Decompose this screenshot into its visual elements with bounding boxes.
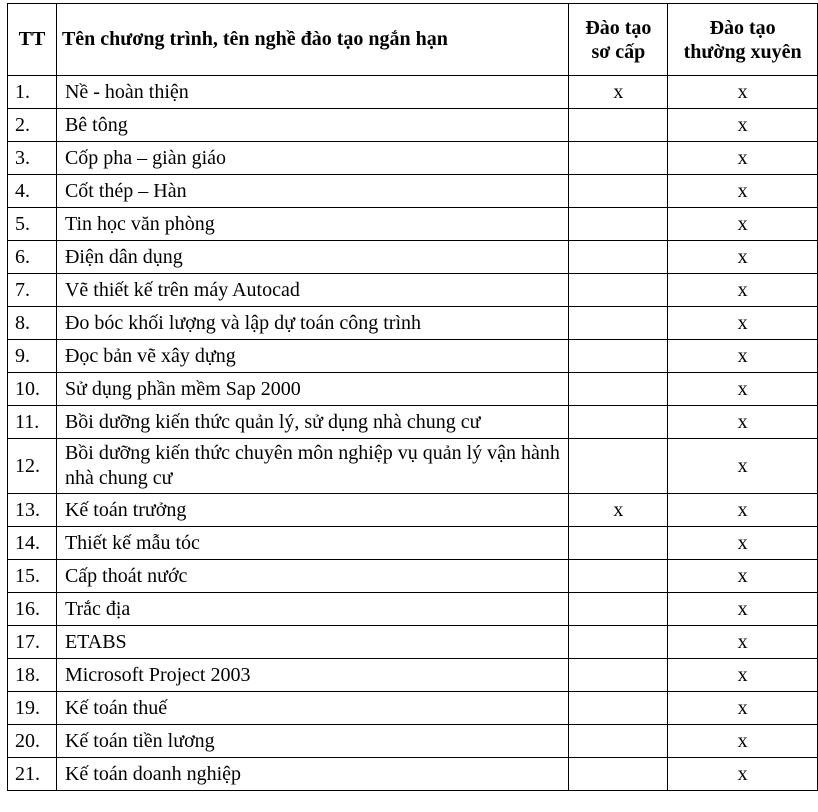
thuong-xuyen-mark: x [668, 494, 818, 527]
thuong-xuyen-mark: x [668, 208, 818, 241]
program-name: Cốp pha – giàn giáo [56, 142, 569, 175]
so-cap-mark [569, 560, 668, 593]
table-row [8, 307, 818, 340]
thuong-xuyen-mark: x [668, 274, 818, 307]
table-row [8, 439, 818, 494]
row-number: 15. [8, 560, 57, 593]
row-number: 9. [8, 340, 57, 373]
thuong-xuyen-mark: x [668, 406, 818, 439]
program-name: Cấp thoát nước [56, 560, 569, 593]
table-row [8, 626, 818, 659]
thuong-xuyen-mark: x [668, 758, 818, 791]
table-row [8, 659, 818, 692]
thuong-xuyen-mark: x [668, 340, 818, 373]
row-number: 12. [8, 439, 57, 494]
program-name: Kế toán thuế [56, 692, 569, 725]
row-number: 11. [8, 406, 57, 439]
thuong-xuyen-mark: x [668, 109, 818, 142]
so-cap-mark [569, 109, 668, 142]
program-name: Đọc bản vẽ xây dựng [56, 340, 569, 373]
so-cap-mark [569, 307, 668, 340]
table-row [8, 109, 818, 142]
table-row [8, 593, 818, 626]
program-name: Kế toán tiền lương [56, 725, 569, 758]
program-name: Thiết kế mẫu tóc [56, 527, 569, 560]
row-number: 13. [8, 494, 57, 527]
table-row [8, 274, 818, 307]
table-row [8, 208, 818, 241]
thuong-xuyen-mark: x [668, 527, 818, 560]
header-so-cap-line1: Đào tạo [585, 16, 652, 39]
table-row [8, 406, 818, 439]
table-row [8, 725, 818, 758]
program-name: Vẽ thiết kế trên máy Autocad [56, 274, 569, 307]
row-number: 10. [8, 373, 57, 406]
row-number: 3. [8, 142, 57, 175]
table-row [8, 76, 818, 109]
table-row [8, 692, 818, 725]
program-name: Đo bóc khối lượng và lập dự toán công trình [56, 307, 569, 340]
header-thuong-xuyen-line2: thường xuyên [683, 40, 802, 63]
thuong-xuyen-mark: x [668, 593, 818, 626]
thuong-xuyen-mark: x [668, 692, 818, 725]
so-cap-mark [569, 175, 668, 208]
program-name: Sử dụng phần mềm Sap 2000 [56, 373, 569, 406]
thuong-xuyen-mark: x [668, 725, 818, 758]
row-number: 19. [8, 692, 57, 725]
table-row [8, 373, 818, 406]
so-cap-mark [569, 692, 668, 725]
program-name: Kế toán trưởng [56, 494, 569, 527]
program-name: Bê tông [56, 109, 569, 142]
header-row [8, 4, 818, 76]
thuong-xuyen-mark: x [668, 659, 818, 692]
so-cap-mark [569, 373, 668, 406]
table-row [8, 241, 818, 274]
so-cap-mark: x [569, 76, 668, 109]
row-number: 7. [8, 274, 57, 307]
so-cap-mark [569, 406, 668, 439]
program-name: Tin học văn phòng [56, 208, 569, 241]
so-cap-mark [569, 725, 668, 758]
table-row [8, 527, 818, 560]
table-row [8, 494, 818, 527]
header-so-cap [569, 4, 668, 76]
row-number: 17. [8, 626, 57, 659]
header-tt: TT [8, 4, 57, 76]
program-name: ETABS [56, 626, 569, 659]
row-number: 21. [8, 758, 57, 791]
row-number: 2. [8, 109, 57, 142]
row-number: 14. [8, 527, 57, 560]
header-thuong-xuyen-line1: Đào tạo [709, 16, 776, 39]
row-number: 16. [8, 593, 57, 626]
row-number: 6. [8, 241, 57, 274]
so-cap-mark [569, 527, 668, 560]
program-name: Microsoft Project 2003 [56, 659, 569, 692]
so-cap-mark [569, 626, 668, 659]
so-cap-mark [569, 142, 668, 175]
row-number: 1. [8, 76, 57, 109]
so-cap-mark [569, 593, 668, 626]
thuong-xuyen-mark: x [668, 560, 818, 593]
thuong-xuyen-mark: x [668, 76, 818, 109]
table-body [8, 76, 818, 791]
program-name: Kế toán doanh nghiệp [56, 758, 569, 791]
so-cap-mark: x [569, 494, 668, 527]
thuong-xuyen-mark: x [668, 307, 818, 340]
row-number: 5. [8, 208, 57, 241]
program-name: Bồi dưỡng kiến thức quản lý, sử dụng nhà chung cư [56, 406, 569, 439]
so-cap-mark [569, 659, 668, 692]
table-row [8, 142, 818, 175]
thuong-xuyen-mark: x [668, 626, 818, 659]
thuong-xuyen-mark: x [668, 175, 818, 208]
program-name: Điện dân dụng [56, 241, 569, 274]
so-cap-mark [569, 241, 668, 274]
header-thuong-xuyen [668, 4, 818, 76]
row-number: 8. [8, 307, 57, 340]
program-name: Trắc địa [56, 593, 569, 626]
program-name: Nề - hoàn thiện [56, 76, 569, 109]
row-number: 20. [8, 725, 57, 758]
thuong-xuyen-mark: x [668, 142, 818, 175]
table-row [8, 560, 818, 593]
thuong-xuyen-mark: x [668, 373, 818, 406]
table-row [8, 175, 818, 208]
header-program-name: Tên chương trình, tên nghề đào tạo ngắn hạn [56, 4, 569, 76]
program-name: Cốt thép – Hàn [56, 175, 569, 208]
table-row [8, 340, 818, 373]
header-so-cap-line2: sơ cấp [591, 40, 646, 63]
row-number: 4. [8, 175, 57, 208]
so-cap-mark [569, 439, 668, 494]
row-number: 18. [8, 659, 57, 692]
thuong-xuyen-mark: x [668, 439, 818, 494]
so-cap-mark [569, 208, 668, 241]
table-row [8, 758, 818, 791]
training-programs-table [7, 3, 818, 791]
program-name: Bồi dưỡng kiến thức chuyên môn nghiệp vụ quản lý vận hành nhà chung cư [56, 439, 569, 494]
so-cap-mark [569, 340, 668, 373]
so-cap-mark [569, 758, 668, 791]
so-cap-mark [569, 274, 668, 307]
thuong-xuyen-mark: x [668, 241, 818, 274]
